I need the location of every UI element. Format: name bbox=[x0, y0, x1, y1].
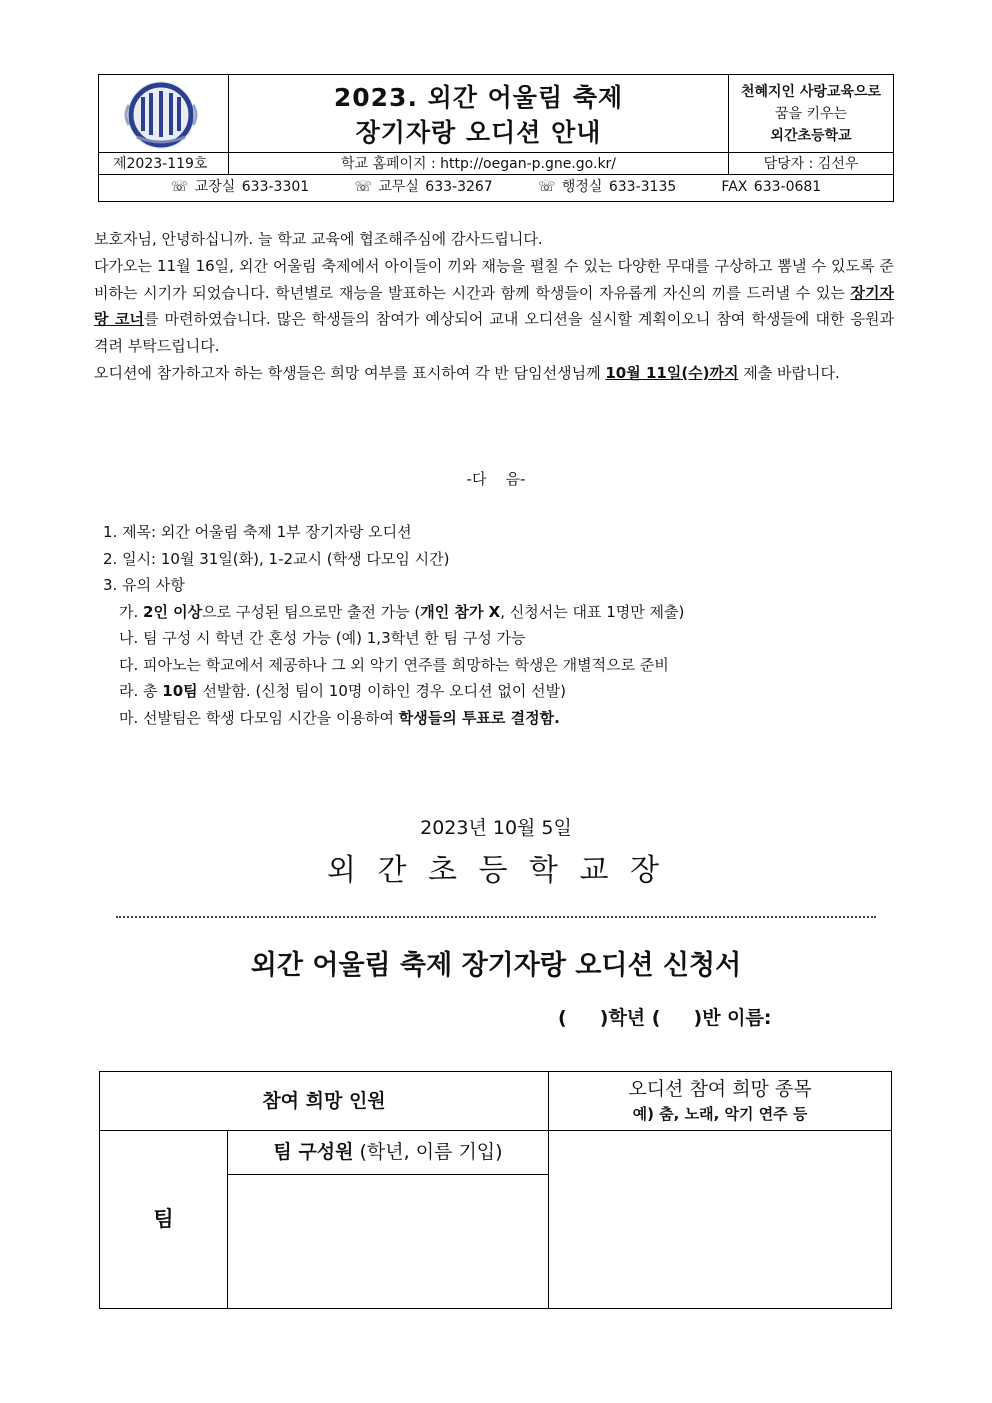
application-table bbox=[99, 1071, 892, 1309]
members-header: 참여 희망 인원 bbox=[100, 1072, 549, 1131]
form-title: 외간 어울림 축제 장기자랑 오디션 신청서 bbox=[250, 950, 742, 981]
fax-number: FAX 633-0681 bbox=[721, 179, 822, 195]
greeting-paragraph: 보호자님, 안녕하십니까. 늘 학교 교육에 협조해주심에 감사드립니다. bbox=[94, 230, 543, 248]
school-homepage: 학교 홈페이지 : http://oegan-p.gne.go.kr/ bbox=[229, 153, 729, 175]
school-logo-cell bbox=[99, 75, 229, 153]
contact-row bbox=[99, 175, 893, 201]
note-e-text-1: 마. 선발팀은 학생 다모임 시간을 이용하여 bbox=[119, 708, 399, 727]
letter-title bbox=[229, 75, 729, 153]
note-d bbox=[103, 678, 684, 705]
note-a bbox=[103, 599, 684, 626]
slogan-line-3 bbox=[729, 125, 893, 147]
manager-name: 담당자 : 김선우 bbox=[729, 153, 893, 175]
category-header bbox=[549, 1072, 891, 1131]
deadline-text-a: 오디션에 참가하고자 하는 학생들은 희망 여부를 표시하여 각 반 담임선생님께 bbox=[94, 364, 606, 382]
deadline-date: 10월 11일(수)까지 bbox=[605, 364, 739, 382]
team-members-bold: 팀 구성원 bbox=[273, 1141, 354, 1163]
note-a-bold-2: 개인 참가 X bbox=[420, 602, 501, 621]
school-slogan bbox=[729, 75, 893, 153]
item-notes: 3. 유의 사항 bbox=[103, 576, 185, 594]
slogan-line-2: 꿈을 키우는 bbox=[774, 106, 848, 122]
note-a-text-1: 가. bbox=[119, 602, 144, 621]
details-list bbox=[103, 519, 684, 731]
note-d-text-2: 선발함. (신청 팀이 10명 이하인 경우 오디션 없이 선발) bbox=[197, 682, 566, 700]
deadline-paragraph bbox=[94, 360, 894, 387]
slogan-line-1 bbox=[729, 81, 893, 103]
intro-text-b: 를 마련하였습니다. 많은 학생들의 참여가 예상되어 교내 오디션을 실시할 계획이오니 참여 학생들에 대한 응원과 격려 부탁드립니다. bbox=[94, 310, 894, 356]
note-e-bold: 학생들의 투표로 결정함. bbox=[398, 708, 560, 727]
note-a-text-2: 으로 구성된 팀으로만 출전 가능 ( bbox=[202, 602, 421, 621]
title-line-2: 장기자랑 오디션 안내 bbox=[355, 118, 602, 147]
letter-signer: 외 간 초 등 학 교 장 bbox=[326, 853, 666, 888]
team-row-label: 팀 bbox=[100, 1131, 228, 1308]
note-b: 나. 팀 구성 시 학년 간 혼성 가능 (예) 1,3학년 한 팀 구성 가능 bbox=[119, 629, 526, 647]
team-members-entry[interactable] bbox=[228, 1175, 549, 1308]
note-c: 다. 피아노는 학교에서 제공하나 그 외 악기 연주를 희망하는 학생은 개별적으로 준비 bbox=[119, 655, 669, 674]
slogan-text-1: 천혜지인 사랑교육으로 bbox=[740, 84, 882, 100]
phone-admin-office: ☏ 행정실 633-3135 bbox=[537, 179, 677, 195]
talent-corner-highlight: 장기자랑 코너 bbox=[94, 283, 894, 329]
item-schedule: 2. 일시: 10월 31일(화), 1-2교시 (학생 다모임 시간) bbox=[103, 549, 450, 568]
phone-teachers-office: ☏ 교무실 633-3267 bbox=[354, 179, 493, 195]
document-number: 제2023-119호 bbox=[99, 153, 229, 175]
team-members-header bbox=[228, 1131, 549, 1175]
note-d-text-1: 라. 총 bbox=[119, 682, 163, 700]
item-title: 1. 제목: 외간 어울림 축제 1부 장기자랑 오디션 bbox=[103, 523, 412, 541]
letter-date: 2023년 10월 5일 bbox=[420, 817, 572, 839]
intro-text-a: 다가오는 11월 16일, 외간 어울림 축제에서 아이들이 끼와 재능을 펼칠 수 있는 다양한 무대를 구상하고 뽐낼 수 있도록 준비하는 시기가 되었습니다. 학년별로 재능을 발표하는 시간과 함께 학생들이 자유롭게 자신의 끼를 드러낼 수 있는 bbox=[94, 257, 894, 302]
category-example: 예) 춤, 노래, 악기 연주 등 bbox=[632, 1105, 808, 1123]
intro-paragraph bbox=[94, 253, 894, 360]
notice-heading: -다 음- bbox=[466, 470, 526, 488]
letterhead bbox=[98, 74, 894, 202]
class-name-line: ( )학년 ( )반 이름: bbox=[558, 1007, 772, 1029]
team-members-note: (학년, 이름 기입) bbox=[353, 1141, 503, 1163]
school-logo-icon bbox=[99, 75, 229, 153]
category-entry[interactable] bbox=[549, 1131, 891, 1308]
slogan-school-name: 외간초등학교 bbox=[770, 128, 852, 144]
category-header-label: 오디션 참여 희망 종목 bbox=[628, 1078, 812, 1100]
note-e bbox=[103, 705, 684, 732]
note-a-bold-1: 2인 이상 bbox=[143, 602, 203, 621]
note-a-text-3: , 신청서는 대표 1명만 제출) bbox=[500, 602, 685, 621]
note-d-bold: 10팀 bbox=[162, 682, 198, 700]
title-line-1: 2023. 외간 어울림 축제 bbox=[333, 83, 624, 112]
deadline-text-b: 제출 바랍니다. bbox=[738, 364, 840, 382]
cut-line bbox=[116, 916, 876, 918]
phone-principal: ☏ 교장실 633-3301 bbox=[170, 179, 310, 195]
